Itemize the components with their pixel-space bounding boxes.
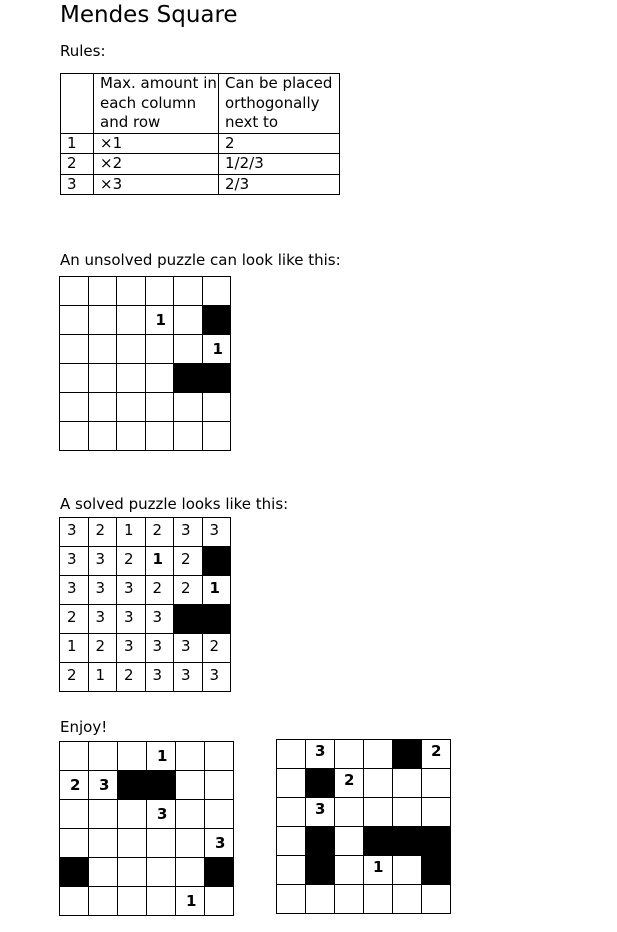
grid-row: [277, 856, 451, 885]
empty-cell: [147, 887, 176, 916]
cell-number: 3: [157, 805, 168, 823]
number-cell: [174, 518, 203, 547]
grid-row: [60, 663, 231, 692]
cell-number: 3: [124, 608, 134, 626]
empty-cell: [422, 769, 451, 798]
cell-number: 3: [152, 637, 163, 655]
empty-cell: [364, 798, 393, 827]
number-cell: [117, 634, 146, 663]
solved-example-grid: [59, 517, 231, 692]
empty-cell: [118, 800, 147, 829]
number-cell: [174, 663, 203, 692]
number-cell: [117, 605, 146, 634]
empty-cell: [89, 393, 118, 422]
number-cell: [89, 771, 118, 800]
empty-cell: [364, 769, 393, 798]
empty-cell: [117, 306, 146, 335]
number-cell: [60, 605, 89, 634]
black-cell: [174, 364, 203, 393]
empty-cell: [89, 887, 118, 916]
empty-cell: [335, 798, 364, 827]
empty-cell: [89, 277, 118, 306]
black-cell: [203, 306, 232, 335]
empty-cell: [277, 798, 306, 827]
number-cell: [89, 576, 118, 605]
black-cell: [147, 771, 176, 800]
black-cell: [422, 827, 451, 856]
grid-row: [60, 364, 231, 393]
empty-cell: [117, 335, 146, 364]
empty-cell: [118, 858, 147, 887]
empty-cell: [60, 829, 89, 858]
empty-cell: [60, 800, 89, 829]
empty-cell: [176, 771, 205, 800]
number-cell: [146, 663, 175, 692]
grid-row: [60, 576, 231, 605]
empty-cell: [60, 422, 89, 451]
unsolved-example-grid: [59, 276, 231, 451]
rules-cell: 2: [61, 154, 94, 175]
number-cell: [203, 335, 232, 364]
cell-number: 1: [155, 311, 166, 329]
rules-cell: ×2: [94, 154, 219, 175]
empty-cell: [422, 885, 451, 914]
number-cell: [89, 634, 118, 663]
number-cell: [60, 771, 89, 800]
rules-cell: ×1: [94, 133, 219, 154]
page-title: Mendes Square: [60, 2, 238, 28]
cell-number: 1: [67, 637, 77, 655]
cell-number: 3: [124, 579, 134, 597]
empty-cell: [393, 769, 422, 798]
grid-row: [60, 605, 231, 634]
cell-number: 2: [67, 666, 77, 684]
number-cell: [203, 663, 232, 692]
cell-number: 2: [70, 776, 81, 794]
empty-cell: [117, 422, 146, 451]
empty-cell: [146, 422, 175, 451]
grid-row: [60, 800, 234, 829]
empty-cell: [277, 740, 306, 769]
rules-table-row: [61, 154, 340, 175]
black-cell: [174, 605, 203, 634]
cell-number: 3: [124, 637, 134, 655]
empty-cell: [335, 740, 364, 769]
rules-cell: 3: [61, 174, 94, 195]
number-cell: [146, 634, 175, 663]
grid-row: [60, 829, 234, 858]
number-cell: [306, 740, 335, 769]
empty-cell: [60, 393, 89, 422]
grid-row: [60, 306, 231, 335]
empty-cell: [335, 827, 364, 856]
empty-cell: [89, 829, 118, 858]
enjoy-label: Enjoy!: [60, 718, 108, 736]
cell-number: 2: [67, 608, 77, 626]
empty-cell: [335, 856, 364, 885]
cell-number: 3: [152, 608, 163, 626]
cell-number: 3: [181, 637, 191, 655]
number-cell: [60, 634, 89, 663]
cell-number: 2: [209, 637, 220, 655]
empty-cell: [89, 800, 118, 829]
grid-row: [60, 771, 234, 800]
empty-cell: [203, 277, 232, 306]
rules-header-cell: Can be placed orthogonally next to: [219, 74, 340, 134]
empty-cell: [174, 277, 203, 306]
number-cell: [146, 518, 175, 547]
cell-number: 3: [95, 550, 106, 568]
number-cell: [422, 740, 451, 769]
cell-number: 3: [99, 776, 110, 794]
number-cell: [306, 798, 335, 827]
empty-cell: [117, 364, 146, 393]
empty-cell: [117, 393, 146, 422]
empty-cell: [277, 885, 306, 914]
rules-cell: 2/3: [219, 174, 340, 195]
empty-cell: [393, 885, 422, 914]
cell-number: 3: [181, 521, 191, 539]
empty-cell: [176, 800, 205, 829]
number-cell: [117, 663, 146, 692]
number-cell: [203, 634, 232, 663]
empty-cell: [60, 887, 89, 916]
empty-cell: [364, 740, 393, 769]
grid-row: [277, 740, 451, 769]
cell-number: 1: [212, 340, 223, 358]
rules-cell: 1/2/3: [219, 154, 340, 175]
grid-row: [60, 634, 231, 663]
empty-cell: [176, 858, 205, 887]
empty-cell: [60, 742, 89, 771]
cell-number: 2: [95, 521, 106, 539]
number-cell: [117, 547, 146, 576]
empty-cell: [89, 364, 118, 393]
number-cell: [203, 576, 232, 605]
empty-cell: [277, 827, 306, 856]
number-cell: [174, 547, 203, 576]
rules-table: [60, 73, 340, 195]
black-cell: [203, 364, 232, 393]
number-cell: [60, 547, 89, 576]
empty-cell: [147, 829, 176, 858]
cell-number: 2: [124, 666, 134, 684]
cell-number: 1: [209, 579, 220, 597]
black-cell: [118, 771, 147, 800]
empty-cell: [277, 856, 306, 885]
cell-number: 2: [95, 637, 106, 655]
number-cell: [89, 547, 118, 576]
black-cell: [364, 827, 393, 856]
grid-row: [60, 277, 231, 306]
empty-cell: [203, 393, 232, 422]
empty-cell: [393, 798, 422, 827]
number-cell: [176, 887, 205, 916]
rules-cell: 2: [219, 133, 340, 154]
cell-number: 3: [67, 550, 77, 568]
grid-row: [60, 742, 234, 771]
number-cell: [89, 605, 118, 634]
black-cell: [306, 769, 335, 798]
grid-row: [60, 518, 231, 547]
black-cell: [203, 605, 232, 634]
empty-cell: [422, 798, 451, 827]
cell-number: 1: [95, 666, 106, 684]
grid-row: [60, 547, 231, 576]
grid-row: [277, 798, 451, 827]
black-cell: [393, 827, 422, 856]
rules-cell: ×3: [94, 174, 219, 195]
rules-header-cell: [61, 74, 94, 134]
empty-cell: [277, 769, 306, 798]
empty-cell: [205, 887, 234, 916]
cell-number: 3: [95, 579, 106, 597]
cell-number: 1: [152, 550, 163, 568]
empty-cell: [89, 306, 118, 335]
empty-cell: [60, 335, 89, 364]
number-cell: [364, 856, 393, 885]
empty-cell: [205, 742, 234, 771]
number-cell: [60, 518, 89, 547]
number-cell: [146, 605, 175, 634]
empty-cell: [146, 364, 175, 393]
grid-row: [60, 858, 234, 887]
cell-number: 2: [152, 579, 163, 597]
black-cell: [393, 740, 422, 769]
number-cell: [335, 769, 364, 798]
number-cell: [60, 576, 89, 605]
rules-header-cell: Max. amount in each column and row: [94, 74, 219, 134]
empty-cell: [117, 277, 146, 306]
number-cell: [174, 576, 203, 605]
black-cell: [203, 547, 232, 576]
number-cell: [147, 800, 176, 829]
black-cell: [306, 856, 335, 885]
empty-cell: [335, 885, 364, 914]
black-cell: [306, 827, 335, 856]
cell-number: 2: [181, 550, 191, 568]
empty-cell: [60, 364, 89, 393]
empty-cell: [147, 858, 176, 887]
number-cell: [89, 518, 118, 547]
rules-label: Rules:: [60, 42, 106, 60]
empty-cell: [89, 742, 118, 771]
empty-cell: [174, 422, 203, 451]
empty-cell: [393, 856, 422, 885]
empty-cell: [174, 335, 203, 364]
number-cell: [117, 518, 146, 547]
rules-table-row: [61, 174, 340, 195]
number-cell: [89, 663, 118, 692]
empty-cell: [203, 422, 232, 451]
empty-cell: [146, 335, 175, 364]
number-cell: [203, 518, 232, 547]
number-cell: [205, 829, 234, 858]
empty-cell: [89, 858, 118, 887]
rules-cell: 1: [61, 133, 94, 154]
empty-cell: [205, 800, 234, 829]
cell-number: 3: [215, 834, 226, 852]
empty-cell: [89, 422, 118, 451]
grid-row: [60, 887, 234, 916]
empty-cell: [60, 306, 89, 335]
cell-number: 3: [67, 579, 77, 597]
number-cell: [60, 663, 89, 692]
grid-row: [60, 335, 231, 364]
black-cell: [422, 856, 451, 885]
empty-cell: [306, 885, 335, 914]
empty-cell: [205, 771, 234, 800]
empty-cell: [174, 393, 203, 422]
empty-cell: [176, 742, 205, 771]
cell-number: 3: [209, 666, 220, 684]
empty-cell: [118, 829, 147, 858]
grid-row: [277, 827, 451, 856]
cell-number: 2: [152, 521, 163, 539]
enjoy-puzzle-2-grid: [276, 739, 451, 914]
empty-cell: [89, 335, 118, 364]
cell-number: 3: [181, 666, 191, 684]
cell-number: 3: [209, 521, 220, 539]
number-cell: [146, 306, 175, 335]
cell-number: 3: [315, 800, 326, 818]
cell-number: 3: [95, 608, 106, 626]
cell-number: 1: [186, 892, 197, 910]
empty-cell: [60, 277, 89, 306]
cell-number: 2: [124, 550, 134, 568]
cell-number: 1: [124, 521, 134, 539]
cell-number: 3: [67, 521, 77, 539]
grid-row: [60, 393, 231, 422]
solved-label: A solved puzzle looks like this:: [60, 495, 289, 513]
grid-row: [277, 769, 451, 798]
empty-cell: [176, 829, 205, 858]
cell-number: 2: [431, 742, 442, 760]
number-cell: [146, 576, 175, 605]
empty-cell: [118, 887, 147, 916]
number-cell: [117, 576, 146, 605]
empty-cell: [364, 885, 393, 914]
grid-row: [277, 885, 451, 914]
empty-cell: [146, 393, 175, 422]
rules-table-row: [61, 133, 340, 154]
number-cell: [174, 634, 203, 663]
cell-number: 2: [344, 771, 355, 789]
rules-table-header-row: [61, 74, 340, 134]
grid-row: [60, 422, 231, 451]
enjoy-puzzle-1-grid: [59, 741, 234, 916]
black-cell: [60, 858, 89, 887]
empty-cell: [174, 306, 203, 335]
empty-cell: [146, 277, 175, 306]
cell-number: 3: [152, 666, 163, 684]
number-cell: [147, 742, 176, 771]
cell-number: 2: [181, 579, 191, 597]
black-cell: [205, 858, 234, 887]
cell-number: 1: [157, 747, 168, 765]
cell-number: 1: [373, 858, 384, 876]
number-cell: [146, 547, 175, 576]
empty-cell: [118, 742, 147, 771]
cell-number: 3: [315, 742, 326, 760]
unsolved-label: An unsolved puzzle can look like this:: [60, 251, 341, 269]
